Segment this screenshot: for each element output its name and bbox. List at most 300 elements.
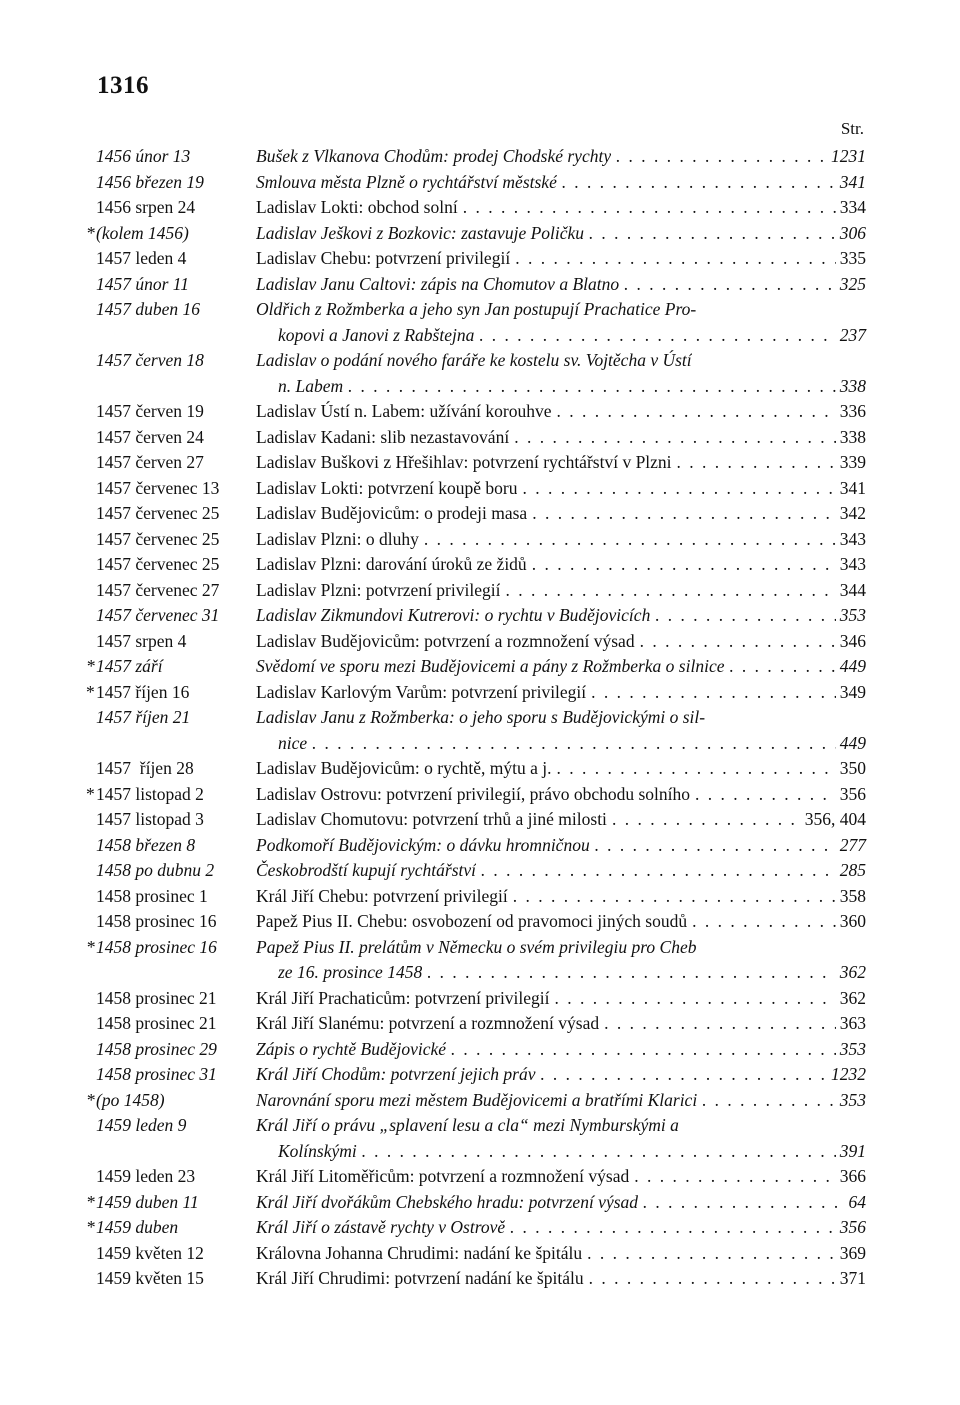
entry-date-cell [88,1088,256,1114]
entry-date-cell [88,909,256,935]
entry-date-cell [88,1266,256,1292]
entry-date: 1458 prosinec 21 [96,1013,217,1033]
entry-date: 1457 duben 16 [96,299,201,319]
register-entry [88,654,866,680]
entry-date-cell [88,476,256,502]
entry-description [256,654,866,680]
entry-line [256,195,866,221]
register-entry [88,858,866,884]
entry-line [256,297,866,323]
entry-line [256,425,866,451]
entry-date-cell [88,858,256,884]
entry-description [256,501,866,527]
entry-description [256,348,866,399]
register-entry [88,195,866,221]
dot-leader [643,1190,844,1216]
entry-page-ref: 362 [839,962,866,982]
entry-date: 1458 prosinec 16 [96,911,217,931]
entry-description [256,221,866,247]
entry-description [256,756,866,782]
entry-description [256,1062,866,1088]
entry-line [256,348,866,374]
entry-line [256,1011,866,1037]
entry-text: Kolínskými [278,1140,357,1161]
entry-line [256,1215,866,1241]
entry-text: ze 16. prosince 1458 [278,962,423,982]
register-entries [88,144,866,1292]
entry-text: Ladislav Budějovicům: potvrzení a rozmnožení výsad [256,630,635,651]
register-entry [88,705,866,756]
dot-leader [451,1037,836,1063]
entry-date: 1457 červenec 25 [96,528,220,549]
entry-date: 1459 duben 11 [96,1191,199,1212]
entry-page-ref: 360 [839,911,866,931]
entry-date-cell [88,144,256,170]
entry-date: 1457 listopad 2 [96,783,204,804]
entry-star-marker: * [86,681,95,702]
dot-leader [556,399,835,425]
entry-line [256,1266,866,1292]
entry-line [256,399,866,425]
entry-text: Ladislav Plzni: o dluhy [256,528,419,549]
register-entry [88,476,866,502]
entry-description [256,1088,866,1114]
entry-date: 1459 květen 12 [96,1242,204,1263]
entry-date-cell [88,195,256,221]
entry-date-cell [88,1215,256,1241]
entry-date: 1457 říjen 28 [96,758,194,778]
register-entry [88,756,866,782]
register-entry [88,578,866,604]
entry-page-ref: 237 [839,324,866,345]
entry-line [256,705,866,731]
entry-line [256,552,866,578]
dot-leader [591,680,836,706]
entry-date: 1458 prosinec 31 [96,1064,217,1084]
register-entry [88,348,866,399]
entry-description [256,425,866,451]
entry-page-ref: 338 [839,375,866,396]
entry-page-ref: 356 [839,1217,866,1237]
entry-date-cell [88,1113,256,1139]
entry-line [256,450,866,476]
register-entry [88,935,866,986]
dot-leader [505,578,835,604]
entry-date: 1459 květen 15 [96,1268,204,1288]
entry-page-ref: 343 [839,528,866,549]
entry-text: Českobrodští kupují rychtářství [256,860,477,880]
entry-date-cell [88,1062,256,1088]
entry-page-ref: 449 [839,656,866,676]
dot-leader [557,756,836,782]
entry-date: 1457 únor 11 [96,273,190,294]
entry-date: 1457 leden 4 [96,248,187,268]
entry-page-ref: 363 [839,1013,866,1033]
entry-text: Svědomí ve sporu mezi Budějovicemi a pány z Rožmberka o silnice [256,656,725,676]
entry-text: Ladislav Budějovicům: o prodeji masa [256,503,528,523]
register-entry [88,1190,866,1216]
entry-date: 1458 prosinec 1 [96,885,208,906]
register-entry [88,399,866,425]
entry-line [256,858,866,884]
entry-description [256,297,866,348]
entry-line [256,756,866,782]
entry-page-ref: 356 [839,783,866,804]
entry-date-cell [88,782,256,808]
entry-text: Král Jiří Prachaticům: potvrzení privilegií [256,987,550,1008]
entry-line [256,501,866,527]
entry-line [256,1241,866,1267]
entry-date: 1457 červenec 25 [96,554,220,574]
register-entry [88,450,866,476]
entry-description [256,1037,866,1063]
entry-date: 1457 červen 27 [96,452,204,472]
entry-date: 1457 listopad 3 [96,809,204,829]
entry-page-ref: 391 [839,1140,866,1161]
entry-description [256,807,866,833]
entry-text: Král Jiří Chebu: potvrzení privilegií [256,885,508,906]
entry-page-ref: 334 [839,197,866,217]
entry-text: Král Jiří Slanému: potvrzení a rozmnožení výsad [256,1013,600,1033]
dot-leader [481,858,836,884]
entry-line [256,807,866,833]
entry-text: Ladislav Plzni: darování úroků ze židů [256,554,527,574]
entry-date-cell [88,654,256,680]
entry-page-ref: 338 [839,426,866,447]
entry-line [256,221,866,247]
entry-page-ref: 277 [839,834,866,855]
entry-date: 1457 červenec 31 [96,605,220,625]
entry-text: Ladislav Janu Caltovi: zápis na Chomutov a Blatno [256,273,620,294]
entry-description [256,399,866,425]
entry-text: Ladislav Lokti: potvrzení koupě boru [256,477,518,498]
register-entry [88,807,866,833]
entry-description [256,629,866,655]
entry-page-ref: 358 [839,885,866,906]
entry-date: 1459 duben [96,1217,179,1237]
register-entry [88,1088,866,1114]
entry-text: Král Jiří dvořákům Chebského hradu: potvrzení výsad [256,1191,639,1212]
entry-line [256,144,866,170]
register-entry [88,909,866,935]
entry-page-ref: 341 [839,171,866,192]
dot-leader [522,476,835,502]
entry-text: Král Jiří o právu „splavení lesu a cla“ mezi Nymburskými a [256,1115,679,1135]
entry-date-cell [88,833,256,859]
entry-line [256,1139,866,1165]
register-entry [88,1113,866,1164]
register-entry [88,1037,866,1063]
entry-page-ref: 356, 404 [804,809,866,829]
entry-date-cell [88,170,256,196]
entry-line [256,1037,866,1063]
entry-page-ref: 325 [839,273,866,294]
entry-date: (po 1458) [96,1089,165,1110]
entry-page-ref: 349 [839,681,866,702]
entry-date-cell [88,348,256,374]
entry-text: Ladislav Lokti: obchod solní [256,197,458,217]
entry-date: 1457 říjen 16 [96,681,190,702]
entry-text: Ladislav Plzni: potvrzení privilegií [256,579,501,600]
register-entry [88,629,866,655]
entry-text: Král Jiří Chodům: potvrzení jejich práv [256,1064,536,1084]
register-entry [88,1215,866,1241]
entry-star-marker: * [86,1089,95,1110]
dot-leader [463,195,836,221]
entry-description [256,195,866,221]
dot-leader [730,654,836,680]
entry-text: Oldřich z Rožmberka a jeho syn Jan postupují Prachatice Pro- [256,299,697,319]
entry-page-ref: 341 [839,477,866,498]
entry-text: Papež Pius II. Chebu: osvobození od pravomoci jiných soudů [256,911,688,931]
entry-description [256,144,866,170]
register-entry [88,680,866,706]
entry-line [256,909,866,935]
entry-date: 1457 září [96,656,163,676]
dot-leader [595,833,836,859]
entry-description [256,858,866,884]
register-entry [88,297,866,348]
dot-leader [562,170,836,196]
entry-text: Narovnání sporu mezi městem Budějovicemi a bratřími Klarici [256,1089,698,1110]
entry-page-ref: 1231 [831,146,866,166]
entry-date: 1458 březen 8 [96,834,196,855]
entry-page-ref: 1232 [831,1064,866,1084]
entry-description [256,782,866,808]
dot-leader [532,552,836,578]
entry-date-cell [88,1164,256,1190]
entry-date: 1457 červenec 27 [96,579,220,600]
dot-leader [677,450,836,476]
entry-description [256,1011,866,1037]
register-entry [88,501,866,527]
entry-date: 1456 únor 13 [96,146,191,166]
dot-leader [655,603,835,629]
entry-line [256,527,866,553]
entry-date-cell [88,680,256,706]
entry-date-cell [88,603,256,629]
entry-description [256,909,866,935]
entry-line [256,1164,866,1190]
entry-text: Ladislav Chebu: potvrzení privilegií [256,248,511,268]
entry-date: 1459 leden 23 [96,1166,196,1186]
entry-date-cell [88,297,256,323]
entry-page-ref: 306 [839,222,866,243]
entry-date-cell [88,399,256,425]
entry-line [256,1062,866,1088]
entry-description [256,552,866,578]
entry-text: Zápis o rychtě Budějovické [256,1038,447,1059]
entry-date-cell [88,986,256,1012]
dot-leader [640,629,836,655]
register-entry [88,603,866,629]
entry-star-marker: * [86,222,95,243]
page-column-header: Str. [840,119,864,138]
dot-leader [510,1215,836,1241]
entry-page-ref: 285 [839,860,866,880]
entry-date: 1456 březen 19 [96,171,204,192]
entry-description [256,680,866,706]
dot-leader [348,374,836,400]
entry-text: Ladislav Kadani: slib nezastavování [256,426,510,447]
entry-date: 1459 leden 9 [96,1115,187,1135]
register-entry [88,552,866,578]
entry-line [256,935,866,961]
entry-date-cell [88,705,256,731]
entry-text: Ladislav Zikmundovi Kutrerovi: o rychtu v Budějovicích [256,605,651,625]
entry-date-cell [88,527,256,553]
register-entry [88,1011,866,1037]
entry-date: 1458 po dubnu 2 [96,860,215,880]
register-entry [88,1241,866,1267]
entry-description [256,246,866,272]
dot-leader [427,960,836,986]
entry-date-cell [88,272,256,298]
entry-date: 1456 srpen 24 [96,197,196,217]
entry-description [256,170,866,196]
register-entry [88,246,866,272]
entry-star-marker: * [86,936,95,957]
entry-text: Podkomoří Budějovickým: o dávku hromničnou [256,834,590,855]
entry-description [256,450,866,476]
entry-description [256,1241,866,1267]
entry-date-cell [88,450,256,476]
entry-page-ref: 449 [839,732,866,753]
entry-line [256,654,866,680]
register-entry [88,833,866,859]
entry-line [256,833,866,859]
entry-line [256,603,866,629]
entry-line [256,476,866,502]
entry-page-ref: 362 [839,987,866,1008]
register-entry [88,425,866,451]
entry-date: 1457 červen 18 [96,350,204,370]
entry-line [256,374,866,400]
entry-description [256,1190,866,1216]
entry-text: Ladislav Chomutovu: potvrzení trhů a jiné milosti [256,809,607,829]
entry-description [256,1266,866,1292]
entry-date: 1458 prosinec 16 [96,936,217,957]
dot-leader [515,246,836,272]
entry-date: 1457 říjen 21 [96,707,191,727]
register-entry [88,527,866,553]
entry-text: Král Jiří Chrudimi: potvrzení nadání ke špitálu [256,1268,584,1288]
entry-text: kopovi a Janovi z Rabštejna [278,324,475,345]
dot-leader [513,884,836,910]
entry-page-ref: 339 [839,452,866,472]
register-entry [88,1062,866,1088]
entry-date-cell [88,756,256,782]
register-entry [88,1164,866,1190]
entry-description [256,1113,866,1164]
entry-line [256,782,866,808]
entry-description [256,527,866,553]
entry-text: Ladislav Budějovicům: o rychtě, mýtu a j. [256,758,552,778]
entry-page-ref: 350 [839,758,866,778]
entry-star-marker: * [86,1191,95,1212]
entry-text: Král Jiří o zástavě rychty v Ostrově [256,1217,506,1237]
dot-leader [587,1241,836,1267]
entry-date-cell [88,1037,256,1063]
entry-date-cell [88,629,256,655]
entry-text: Papež Pius II. prelátům v Německu o svém privilegiu pro Cheb [256,936,697,957]
dot-leader [514,425,836,451]
entry-page-ref: 346 [839,630,866,651]
entry-date: 1458 prosinec 29 [96,1038,217,1059]
dot-leader [634,1164,836,1190]
entry-description [256,986,866,1012]
dot-leader [612,807,801,833]
entry-line [256,1088,866,1114]
entry-description [256,603,866,629]
entry-date-cell [88,246,256,272]
entry-date-cell [88,501,256,527]
entry-date: (kolem 1456) [96,222,189,243]
entry-line [256,246,866,272]
entry-line [256,629,866,655]
entry-date-cell [88,884,256,910]
entry-text: nice [278,732,308,753]
entry-text: Bušek z Vlkanova Chodům: prodej Chodské rychty [256,146,612,166]
entry-description [256,884,866,910]
entry-page-ref: 343 [839,554,866,574]
dot-leader [532,501,836,527]
entry-star-marker: * [86,783,95,804]
dot-leader [702,1088,836,1114]
entry-star-marker: * [86,656,95,676]
dot-leader [616,144,827,170]
entry-date-cell [88,425,256,451]
entry-date-cell [88,221,256,247]
register-entry [88,884,866,910]
dot-leader [312,731,836,757]
register-entry [88,782,866,808]
dot-leader [541,1062,828,1088]
entry-text: Král Jiří Litoměřicům: potvrzení a rozmnožení výsad [256,1166,630,1186]
entry-text: Ladislav Ješkovi z Bozkovic: zastavuje Poličku [256,222,585,243]
entry-date-cell [88,935,256,961]
entry-page-ref: 342 [839,503,866,523]
entry-line [256,986,866,1012]
dot-leader [695,782,836,808]
entry-text: Ladislav Karlovým Varům: potvrzení privilegií [256,681,587,702]
entry-page-ref: 335 [839,248,866,268]
entry-line [256,960,866,986]
dot-leader [589,1266,836,1292]
entry-date-cell [88,1190,256,1216]
entry-date: 1457 červenec 13 [96,477,220,498]
entry-description [256,476,866,502]
entry-description [256,1164,866,1190]
entry-line [256,1113,866,1139]
register-entry [88,170,866,196]
register-entry [88,986,866,1012]
register-entry [88,272,866,298]
entry-line [256,170,866,196]
entry-date: 1457 červenec 25 [96,503,220,523]
entry-text: Ladislav Janu z Rožmberka: o jeho sporu s Budějovickými o sil- [256,707,706,727]
entry-date-cell [88,552,256,578]
entry-text: Ladislav Ústí n. Labem: užívání korouhve [256,401,552,421]
dot-leader [555,986,836,1012]
entry-text: Královna Johanna Chrudimi: nadání ke špitálu [256,1242,583,1263]
entry-page-ref: 353 [839,605,866,625]
entry-line [256,272,866,298]
entry-date: 1457 srpen 4 [96,630,187,651]
dot-leader [604,1011,836,1037]
entry-text: Ladislav Buškovi z Hřešihlav: potvrzení rychtářství v Plzni [256,452,672,472]
entry-line [256,884,866,910]
